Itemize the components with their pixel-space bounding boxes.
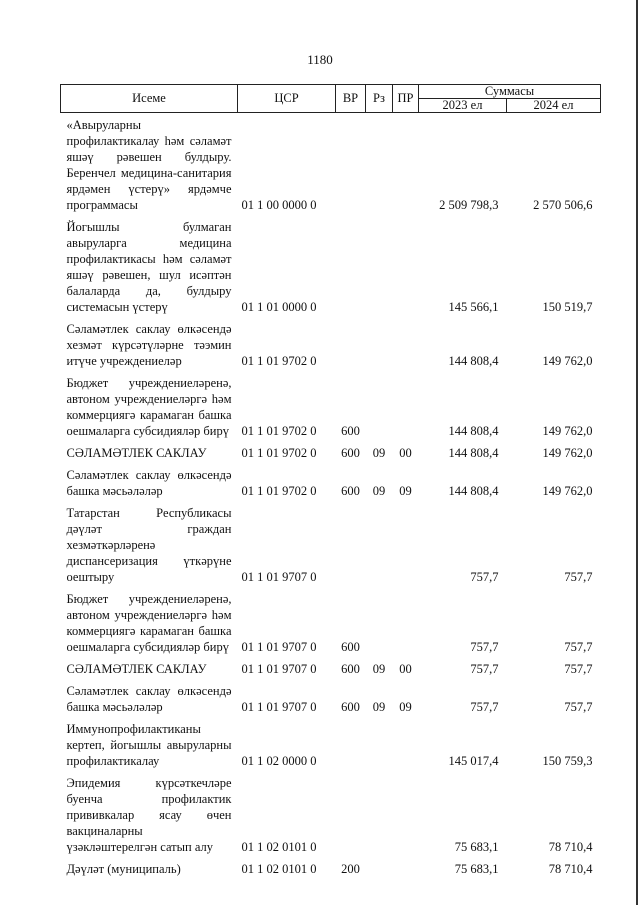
header-year-2023: 2023 ел	[419, 99, 507, 113]
row-csr: 01 1 02 0101 0	[241, 840, 317, 854]
row-sum-2024: 757,7	[564, 662, 593, 676]
budget-table	[60, 84, 601, 879]
row-pr	[393, 371, 419, 441]
header-pr: ПР	[393, 85, 419, 113]
row-sum-2023: 144 808,4	[448, 354, 499, 368]
row-pr: 09	[399, 700, 412, 714]
row-pr	[393, 215, 419, 317]
row-csr: 01 1 01 9707 0	[241, 700, 317, 714]
row-rz	[366, 113, 393, 216]
table-row	[61, 501, 601, 587]
row-csr: 01 1 01 9702 0	[241, 446, 317, 460]
row-sum-2024: 78 710,4	[548, 840, 593, 854]
table-row	[61, 717, 601, 771]
table-row	[61, 113, 601, 216]
row-rz	[366, 717, 393, 771]
table-row	[61, 657, 601, 679]
row-name: Сәламәтлек саклау өлкәсендә башка мәсьәләләр	[66, 684, 232, 714]
row-name: Иммунопрофилактиканы кертеп, йогышлы авыруларны профилактикалау	[66, 722, 232, 768]
row-rz	[366, 857, 393, 879]
page-edge-line	[636, 0, 638, 905]
table-row	[61, 463, 601, 501]
row-csr: 01 1 01 9707 0	[241, 662, 317, 676]
table-row	[61, 215, 601, 317]
row-sum-2024: 149 762,0	[542, 424, 593, 438]
row-sum-2024: 78 710,4	[548, 862, 593, 876]
row-rz: 09	[372, 700, 386, 714]
row-sum-2023: 757,7	[470, 640, 499, 654]
row-rz: 09	[372, 662, 386, 676]
table-row	[61, 857, 601, 879]
row-vr: 600	[341, 446, 360, 460]
row-sum-2023: 2 509 798,3	[439, 198, 499, 212]
row-pr	[393, 587, 419, 657]
row-vr: 600	[341, 640, 360, 654]
row-sum-2023: 145 017,4	[448, 754, 499, 768]
row-sum-2024: 150 759,3	[542, 754, 593, 768]
row-sum-2024: 150 519,7	[542, 300, 593, 314]
row-name: Сәламәтлек саклау өлкәсендә башка мәсьәләләр	[66, 468, 232, 498]
row-sum-2024: 757,7	[564, 570, 593, 584]
table-row	[61, 587, 601, 657]
header-csr: ЦСР	[238, 85, 336, 113]
row-name: СӘЛАМӘТЛЕК САКЛАУ	[66, 662, 207, 676]
row-vr: 200	[341, 862, 360, 876]
row-pr	[393, 113, 419, 216]
row-rz	[366, 501, 393, 587]
row-vr: 600	[341, 484, 360, 498]
row-name: Бюджет учреждениеләренә, автоном учреждениеләргә һәм коммерциягә карамаган башка оешмаларга субсидияләр бирү	[66, 592, 232, 654]
row-sum-2023: 757,7	[470, 662, 499, 676]
row-rz	[366, 587, 393, 657]
row-pr: 00	[399, 662, 412, 676]
row-csr: 01 1 02 0000 0	[241, 754, 317, 768]
row-pr: 09	[399, 484, 412, 498]
row-name: Бюджет учреждениеләренә, автоном учреждениеләргә һәм коммерциягә карамаган башка оешмаларга субсидияләр бирү	[66, 376, 232, 438]
row-pr	[393, 717, 419, 771]
row-sum-2023: 75 683,1	[454, 862, 499, 876]
row-vr	[336, 771, 366, 857]
row-vr: 600	[341, 662, 360, 676]
row-name: Татарстан Республикасы дәүләт граждан хезмәткәрләренә диспансеризация үткәрүне оештыру	[66, 506, 232, 584]
row-csr: 01 1 00 0000 0	[241, 198, 317, 212]
page-number: 1180	[307, 52, 333, 67]
row-pr	[393, 501, 419, 587]
row-csr: 01 1 01 9702 0	[241, 424, 317, 438]
row-sum-2023: 144 808,4	[448, 446, 499, 460]
row-rz	[366, 371, 393, 441]
table-row	[61, 679, 601, 717]
header-year-2024: 2024 ел	[507, 99, 601, 113]
table-row	[61, 371, 601, 441]
row-rz	[366, 215, 393, 317]
row-csr: 01 1 01 9707 0	[241, 640, 317, 654]
row-pr	[393, 317, 419, 371]
row-csr: 01 1 01 9702 0	[241, 354, 317, 368]
row-vr	[336, 501, 366, 587]
header-vr: ВР	[336, 85, 366, 113]
row-sum-2024: 757,7	[564, 700, 593, 714]
table-row	[61, 441, 601, 463]
row-sum-2023: 757,7	[470, 570, 499, 584]
row-vr	[336, 717, 366, 771]
header-sums: Суммасы	[419, 85, 601, 99]
row-name: Эпидемия күрсәткечләре буенча профилактик прививкалар ясау өчен вакциналарны үзәкләштерелгән сатып алу	[66, 776, 232, 854]
row-sum-2023: 757,7	[470, 700, 499, 714]
row-sum-2023: 144 808,4	[448, 424, 499, 438]
row-name: СӘЛАМӘТЛЕК САКЛАУ	[66, 446, 207, 460]
row-sum-2024: 2 570 506,6	[533, 198, 593, 212]
row-sum-2024: 757,7	[564, 640, 593, 654]
row-pr	[393, 857, 419, 879]
table-header	[61, 85, 601, 113]
row-vr: 600	[341, 700, 360, 714]
row-sum-2024: 149 762,0	[542, 354, 593, 368]
row-csr: 01 1 01 9707 0	[241, 570, 317, 584]
row-sum-2024: 149 762,0	[542, 484, 593, 498]
row-csr: 01 1 01 9702 0	[241, 484, 317, 498]
header-name: Исеме	[61, 85, 238, 113]
row-sum-2023: 145 566,1	[448, 300, 499, 314]
table-body	[61, 113, 601, 880]
row-rz: 09	[372, 484, 386, 498]
row-csr: 01 1 02 0101 0	[241, 862, 317, 876]
row-rz: 09	[372, 446, 386, 460]
header-rz: Рз	[366, 85, 393, 113]
table-row	[61, 771, 601, 857]
row-sum-2023: 75 683,1	[454, 840, 499, 854]
row-rz	[366, 317, 393, 371]
row-name: Дәүләт (муниципаль)	[66, 862, 181, 876]
table-row	[61, 317, 601, 371]
row-name: «Авыруларны профилактикалау һәм сәламәт яшәү рәвешен булдыру. Беренчел медицина-санитария ярдәмен үстерү» ярдәмче программасы	[66, 118, 232, 212]
row-pr	[393, 771, 419, 857]
row-name: Сәламәтлек саклау өлкәсендә хезмәт күрсәтүләрне тәэмин итүче учреждениеләр	[66, 322, 232, 368]
row-vr	[336, 113, 366, 216]
row-name: Йогышлы булмаган авыруларга медицина профилактикасы һәм сәламәт яшәү рәвешен, шул исәптән балаларда да, булдыру системасын үстерү	[66, 220, 232, 314]
row-csr: 01 1 01 0000 0	[241, 300, 317, 314]
row-vr	[336, 215, 366, 317]
row-sum-2024: 149 762,0	[542, 446, 593, 460]
row-sum-2023: 144 808,4	[448, 484, 499, 498]
row-vr: 600	[341, 424, 360, 438]
row-pr: 00	[399, 446, 412, 460]
row-rz	[366, 771, 393, 857]
row-vr	[336, 317, 366, 371]
